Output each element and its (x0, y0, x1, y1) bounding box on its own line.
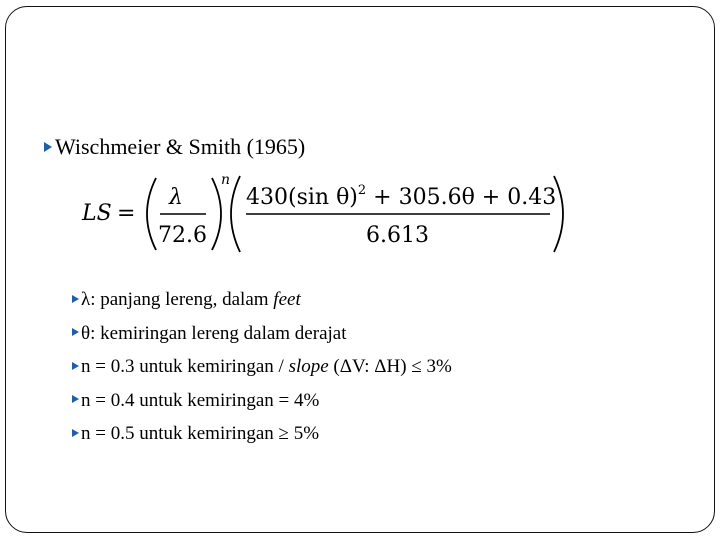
list-item: n = 0.3 untuk kemiringan / slope (ΔV: ΔH) ≤ 3% (72, 354, 452, 388)
paren-left-1 (147, 178, 156, 250)
list-item: λ: panjang lereng, dalam feet (72, 287, 452, 321)
formula-equals: = (117, 201, 136, 226)
exponent-n: n (221, 172, 231, 188)
list-item: n = 0.5 untuk kemiringan ≥ 5% (72, 421, 452, 455)
frac1-numerator: λ (169, 185, 183, 210)
bullet-icon (72, 328, 79, 336)
slide-heading (44, 134, 305, 160)
bullet-icon (72, 295, 79, 303)
definition-list (72, 287, 452, 455)
bullet-icon (44, 142, 52, 152)
paren-left-2 (231, 176, 240, 252)
bullet-icon (72, 395, 79, 403)
list-item: n = 0.4 untuk kemiringan = 4% (72, 388, 452, 422)
frac2-denominator: 6.613 (366, 223, 429, 248)
list-item: θ: kemiringan lereng dalam derajat (72, 321, 452, 355)
bullet-icon (72, 362, 79, 370)
frac1-denominator: 72.6 (158, 223, 207, 248)
bullet-icon (72, 429, 79, 437)
formula-lhs: LS (82, 201, 112, 226)
paren-right-1 (212, 178, 221, 250)
heading-text: Wischmeier & Smith (1965) (55, 134, 306, 159)
ls-formula (74, 170, 564, 258)
formula-svg (74, 170, 564, 258)
frac2-numerator: 430(sin θ)$^2$ + 305.6θ + 0.43 (246, 183, 557, 210)
